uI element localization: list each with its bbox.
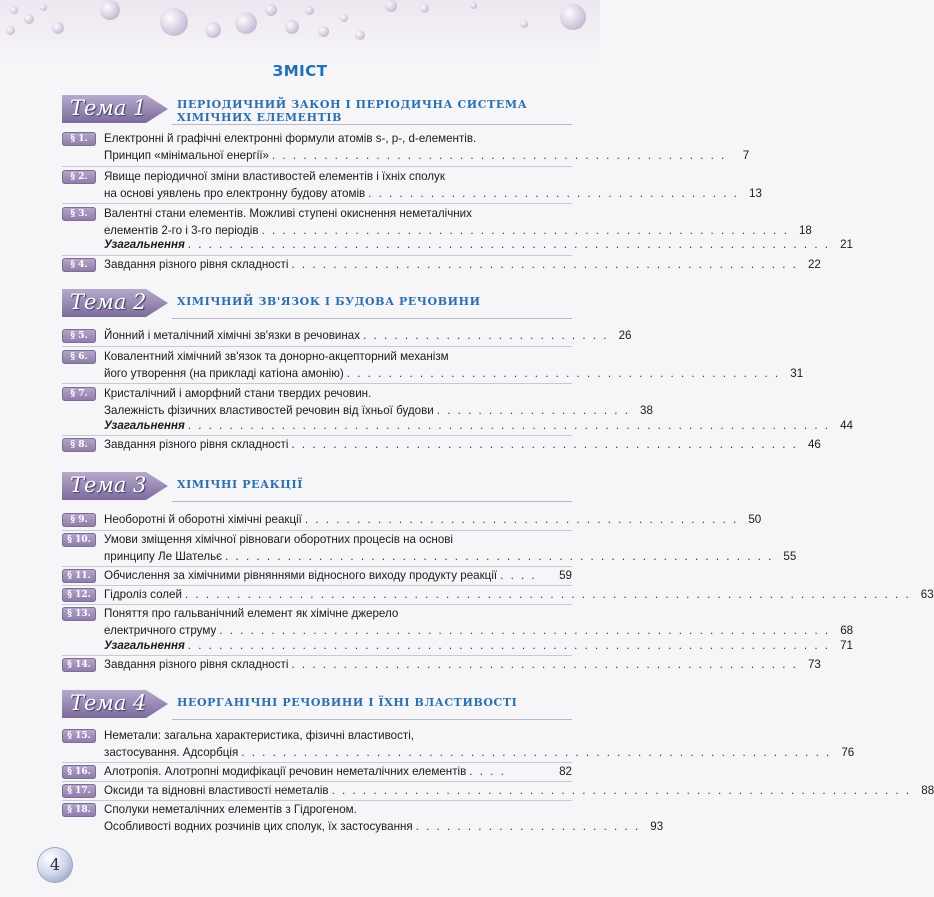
entry-text: Завдання різного рівня складності: [104, 258, 289, 271]
page-ref: 55: [783, 550, 797, 563]
page-ref: 76: [841, 746, 855, 759]
leader-dots: . . . . . . . . . . . . . . . . . . . . . . . . . . . . . . . . . . . . . . . . . . . . . . . . . . . . . . . .: [331, 784, 912, 797]
page-title: ЗМІСТ: [272, 62, 328, 80]
leader-dots: . . . . . . . . . . . . . . . . . . . . . . . . . . . . . . . . . . . . . . . . . . . . . . . . . . . . . . . . . . . . . .: [187, 639, 830, 652]
topic-title: НЕОРГАНІЧНІ РЕЧОВИНИ І ЇХНІ ВЛАСТИВОСТІ: [177, 696, 518, 709]
topic-rule: [172, 318, 572, 319]
leader-dots: . . . . . . . . . . . . . . . . . . . . . .: [415, 820, 641, 833]
leader-dots: . . . . . . . . . . . . . . . . . . .: [436, 404, 630, 417]
toc-entry-17[interactable]: [62, 782, 934, 799]
section-number: § 4.: [62, 258, 96, 272]
leader-dots: . . . . . . . . . . . . . . . . . . . . . . . . . . . . . . . . . . . . . . . . . . . . . . . . . . . . . . . . . . . . . .: [187, 419, 830, 432]
page-ref: 82: [559, 765, 572, 778]
page-ref: 22: [807, 258, 821, 271]
section-number: § 9.: [62, 513, 96, 527]
leader-dots: . . . . . . . . . . . . . . . . . . . . . . . . . . . . . . . . . . . . . . . . . . . . . . . . . . . . . . . . . . . . . .: [187, 238, 830, 251]
leader-dots: . . . . . . . . . . . . . . . . . . . . . . . . . . . . . . . . . . . . . . . . . . . . . . . . . . . . .: [225, 550, 774, 563]
page-ref: 18: [798, 224, 812, 237]
topic-title: ХІМІЧНІ РЕАКЦІЇ: [177, 478, 303, 491]
toc-entry-16[interactable]: [62, 763, 572, 780]
toc-entry-14[interactable]: [62, 656, 821, 673]
leader-dots: . . . . . . . . . . . . . . . . . . . . . . . . . . . . . . . . . . . . . . . . . . . . . . . . .: [291, 438, 798, 451]
section-number: § 8.: [62, 438, 96, 452]
toc-entry-13[interactable]: [62, 605, 854, 639]
toc-entry-summary-3[interactable]: [62, 637, 853, 654]
entry-text: Ковалентний хімічний зв'язок та донорно-акцепторний механізм: [104, 350, 449, 363]
entry-text: Сполуки неметалічних елементів з Гідрогеном.: [104, 803, 357, 816]
page-ref: 21: [840, 238, 853, 251]
divider: [62, 166, 572, 167]
leader-dots: . . . . . . . . . . . . . . . . . . . . . . . . . . . . . . . . . . . . . . . . . . . . . . . . .: [291, 658, 798, 671]
toc-entry-15[interactable]: [62, 727, 855, 761]
leader-dots: . . . . . . . . . . . . . . . . . . . . . . . . . . . . . . . . . . . .: [368, 187, 739, 200]
decorative-bubbles: [0, 0, 600, 60]
entry-text: Умови зміщення хімічної рівноваги оборотних процесів на основі: [104, 533, 454, 546]
section-number: § 12.: [62, 588, 96, 602]
entry-text: Гідроліз солей: [104, 588, 182, 601]
page-ref: 63: [920, 588, 934, 601]
page-ref: 50: [748, 513, 762, 526]
topic-rule: [172, 124, 572, 125]
entry-text: елементів 2-го і 3-го періодів: [104, 224, 259, 237]
topic-badge: Тема 4: [62, 688, 170, 720]
toc-entry-10[interactable]: [62, 531, 797, 565]
topic-rule: [172, 719, 572, 720]
entry-text: Необоротні й оборотні хімічні реакції: [104, 513, 302, 526]
divider: [62, 203, 572, 204]
page-ref: 73: [807, 658, 821, 671]
toc-entry-7[interactable]: [62, 385, 653, 419]
section-number: § 15.: [62, 729, 96, 743]
entry-text: принципу Ле Шательє: [104, 550, 223, 563]
section-number: § 17.: [62, 784, 96, 798]
entry-text: Принцип «мінімальної енергії»: [104, 149, 269, 162]
page-ref: 38: [640, 404, 653, 417]
toc-entry-5[interactable]: [62, 327, 632, 344]
entry-text: Електронні й графічні електронні формули атомів s-, p-, d-елементів.: [104, 132, 477, 145]
toc-entry-11[interactable]: [62, 567, 572, 584]
page-ref: 26: [618, 329, 632, 342]
entry-text: Явище періодичної зміни властивостей елементів і їхніх сполук: [104, 170, 445, 183]
leader-dots: . . . . . . . . . . . . . . . . . . . . . . . . . . . . . . . . . . . . . . . . . . . . . . . . . . . . . . . . . . . . . . . . . . . . . .: [184, 588, 911, 601]
toc-entry-3[interactable]: [62, 205, 812, 239]
entry-text: Обчислення за хімічними рівняннями відносного виходу продукту реакції: [104, 569, 498, 582]
toc-entry-12[interactable]: [62, 586, 934, 603]
entry-text: Узагальнення: [104, 238, 185, 251]
entry-text: на основі уявлень про електронну будову атомів: [104, 187, 366, 200]
toc-entry-9[interactable]: [62, 511, 762, 528]
page-ref: 44: [840, 419, 853, 432]
toc-entry-18[interactable]: [62, 801, 664, 835]
section-number: § 6.: [62, 350, 96, 364]
divider: [62, 383, 572, 384]
entry-text: Валентні стани елементів. Можливі ступені окиснення неметалічних: [104, 207, 472, 220]
page-ref: 31: [790, 367, 804, 380]
entry-text: його утворення (на прикладі катіона амонію): [104, 367, 344, 380]
page-ref: 46: [807, 438, 821, 451]
leader-dots: . . . . . . . . . . . . . . . . . . . . . . . . . . . . . . . . . . . . . . . . . .: [346, 367, 781, 380]
entry-text: Алотропія. Алотропні модифікації речовин неметалічних елементів: [104, 765, 467, 778]
toc-entry-4[interactable]: [62, 256, 821, 273]
entry-text: електричного струму: [104, 624, 217, 637]
topic-title: ПЕРІОДИЧНИЙ ЗАКОН І ПЕРІОДИЧНА СИСТЕМА ХІМІЧНИХ ЕЛЕМЕНТІВ: [177, 98, 528, 124]
section-number: § 3.: [62, 207, 96, 221]
page-ref: 59: [559, 569, 572, 582]
section-number: § 1.: [62, 132, 96, 146]
leader-dots: . . . .: [469, 765, 506, 778]
topic-rule: [172, 501, 572, 502]
toc-entry-6[interactable]: [62, 348, 804, 382]
entry-text: Узагальнення: [104, 639, 185, 652]
toc-entry-8[interactable]: [62, 436, 821, 453]
leader-dots: . . . . . . . . . . . . . . . . . . . . . . . .: [363, 329, 609, 342]
leader-dots: . . . . . . . . . . . . . . . . . . . . . . . . . . . . . . . . . . . . . . . . . . . . . . . . . . . . . . . . . . .: [219, 624, 831, 637]
section-number: § 18.: [62, 803, 96, 817]
topic-badge: Тема 1: [62, 93, 170, 125]
page-ref: 68: [840, 624, 854, 637]
entry-text: застосування. Адсорбція: [104, 746, 239, 759]
entry-text: Узагальнення: [104, 419, 185, 432]
section-number: § 13.: [62, 607, 96, 621]
section-number: § 16.: [62, 765, 96, 779]
entry-text: Неметали: загальна характеристика, фізичні властивості,: [104, 729, 415, 742]
toc-entry-summary-2[interactable]: [62, 417, 853, 434]
toc-entry-summary-1[interactable]: [62, 236, 853, 253]
leader-dots: . . . . . . . . . . . . . . . . . . . . . . . . . . . . . . . . . . . . . . . . . . . . . . . . . . . . . . . . .: [241, 746, 832, 759]
toc-entry-1[interactable]: [62, 130, 750, 164]
leader-dots: . . . . . . . . . . . . . . . . . . . . . . . . . . . . . . . . . . . . . . . . . . . . . . . . . . .: [261, 224, 789, 237]
entry-text: Завдання різного рівня складності: [104, 658, 289, 671]
section-number: § 10.: [62, 533, 96, 547]
divider: [62, 346, 572, 347]
entry-text: Кристалічний і аморфний стани твердих речовин.: [104, 387, 372, 400]
page-ref: 71: [840, 639, 853, 652]
leader-dots: . . . . . . . . . . . . . . . . . . . . . . . . . . . . . . . . . . . . . . . . . . . . . . . . .: [291, 258, 798, 271]
entry-text: Йонний і металічний хімічні зв'язки в речовинах: [104, 329, 361, 342]
page-ref: 88: [921, 784, 934, 797]
section-number: § 7.: [62, 387, 96, 401]
topic-title: ХІМІЧНИЙ ЗВ'ЯЗОК І БУДОВА РЕЧОВИНИ: [177, 295, 481, 308]
topic-badge: Тема 3: [62, 470, 170, 502]
topic-badge: Тема 2: [62, 287, 170, 319]
toc-entry-2[interactable]: [62, 168, 762, 202]
section-number: § 5.: [62, 329, 96, 343]
entry-text: Залежність фізичних властивостей речовин від їхньої будови: [104, 404, 434, 417]
section-number: § 2.: [62, 170, 96, 184]
page-ref: 13: [749, 187, 762, 200]
page-number: 4: [38, 848, 72, 882]
entry-text: Поняття про гальванічний елемент як хімічне джерело: [104, 607, 399, 620]
page-ref: 7: [742, 149, 750, 162]
section-number: § 14.: [62, 658, 96, 672]
page-ref: 93: [650, 820, 664, 833]
leader-dots: . . . .: [500, 569, 537, 582]
leader-dots: . . . . . . . . . . . . . . . . . . . . . . . . . . . . . . . . . . . . . . . . . . . .: [272, 149, 727, 162]
leader-dots: . . . . . . . . . . . . . . . . . . . . . . . . . . . . . . . . . . . . . . . . . .: [304, 513, 739, 526]
section-number: § 11.: [62, 569, 96, 583]
entry-text: Особливості водних розчинів цих сполук, їх застосування: [104, 820, 413, 833]
entry-text: Завдання різного рівня складності: [104, 438, 289, 451]
entry-text: Оксиди та відновні властивості неметалів: [104, 784, 329, 797]
